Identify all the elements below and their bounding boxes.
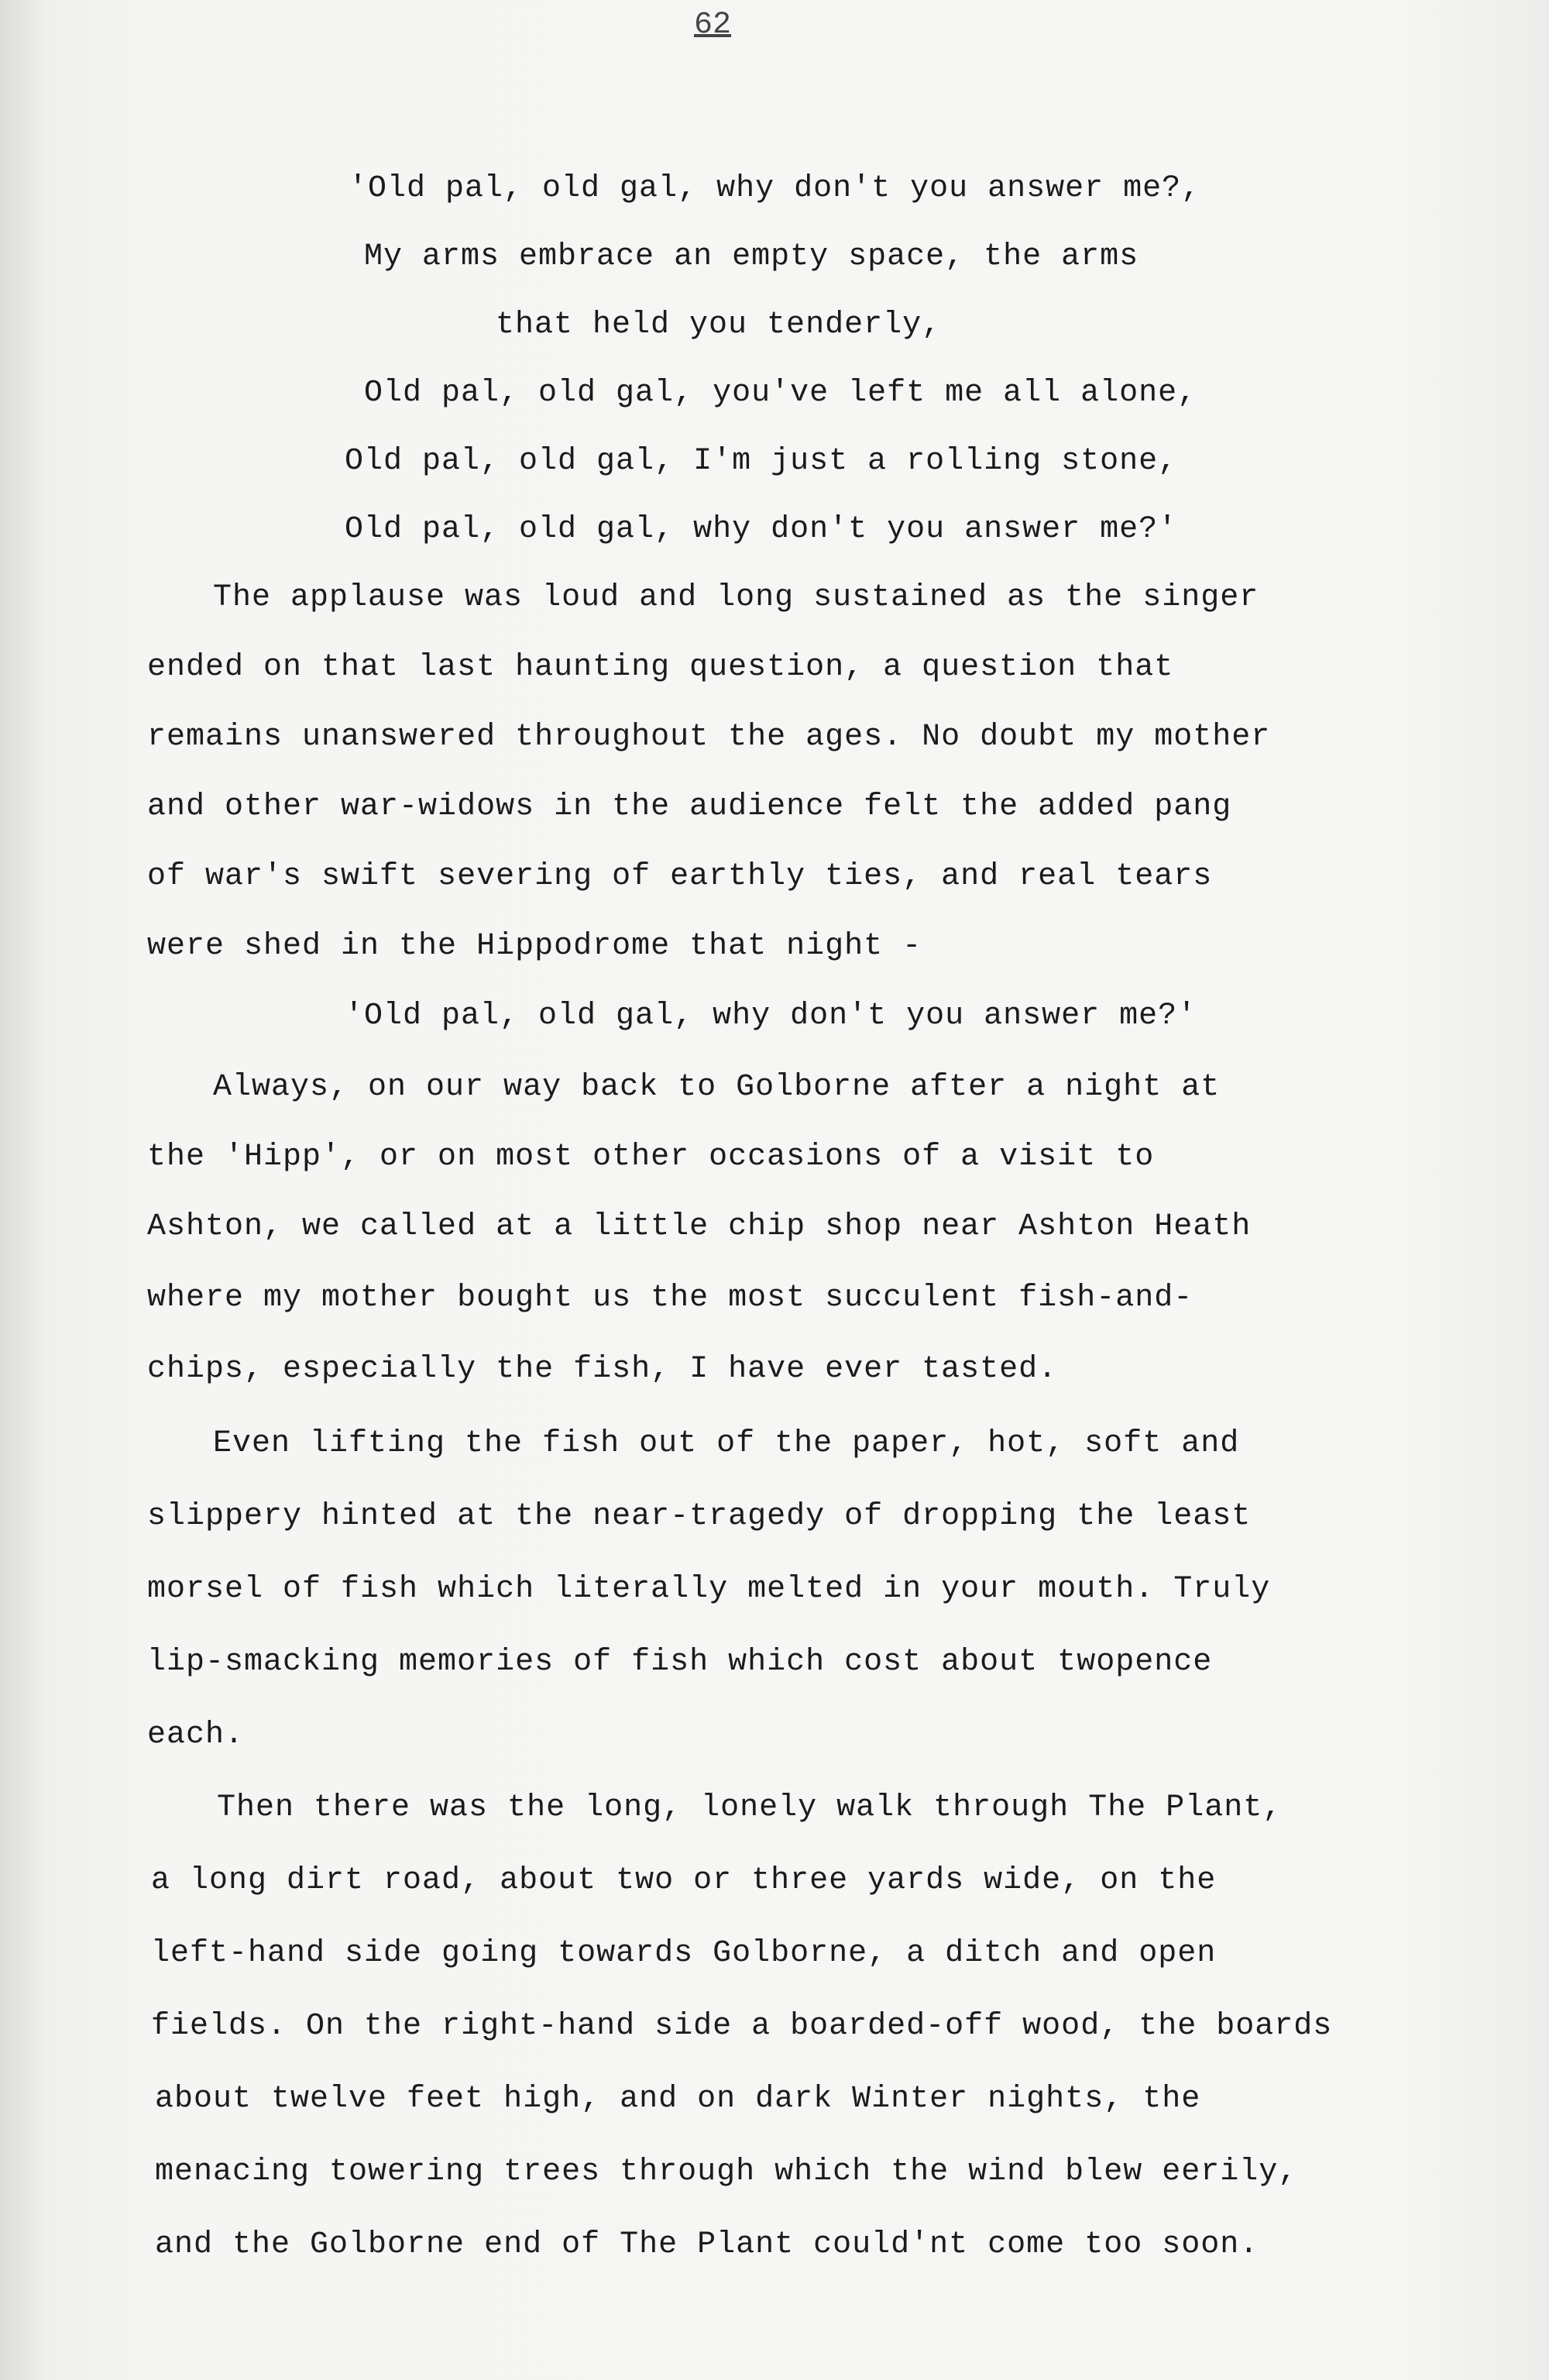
paragraph-line: left-hand side going towards Golborne, a ditch and open — [151, 1936, 1217, 1971]
paragraph-line: slippery hinted at the near-tragedy of dropping the least — [147, 1499, 1252, 1534]
song-line: that held you tenderly, — [496, 308, 942, 342]
song-line: Old pal, old gal, why don't you answer me?' — [345, 512, 1178, 547]
paragraph-line: menacing towering trees through which the wind blew eerily, — [155, 2155, 1298, 2189]
song-line: My arms embrace an empty space, the arms — [364, 239, 1139, 274]
paragraph-line: Ashton, we called at a little chip shop near Ashton Heath — [147, 1209, 1252, 1244]
paragraph-line: where my mother bought us the most succulent fish-and- — [147, 1281, 1194, 1316]
song-line: 'Old pal, old gal, why don't you answer me?' — [345, 999, 1197, 1034]
paragraph-line: a long dirt road, about two or three yards wide, on the — [151, 1863, 1217, 1898]
paragraph-line: Then there was the long, lonely walk through The Plant, — [217, 1790, 1283, 1825]
paragraph-line: about twelve feet high, and on dark Winter nights, the — [155, 2082, 1201, 2117]
page-number: 62 — [693, 8, 731, 43]
song-line: Old pal, old gal, I'm just a rolling stone, — [345, 444, 1178, 479]
song-line: Old pal, old gal, you've left me all alone, — [364, 376, 1197, 411]
paragraph-line: remains unanswered throughout the ages. No doubt my mother — [147, 720, 1271, 755]
paragraph-line: Always, on our way back to Golborne after a night at — [213, 1070, 1221, 1105]
paragraph-line: Even lifting the fish out of the paper, hot, soft and — [213, 1426, 1240, 1461]
song-line: 'Old pal, old gal, why don't you answer me?, — [349, 171, 1201, 206]
paragraph-line: The applause was loud and long sustained as the singer — [213, 580, 1259, 615]
paragraph-line: ended on that last haunting question, a question that — [147, 650, 1174, 685]
paragraph-line: lip-smacking memories of fish which cost about twopence — [147, 1645, 1213, 1680]
paragraph-line: and other war-widows in the audience felt the added pang — [147, 789, 1232, 824]
paragraph-line: of war's swift severing of earthly ties, and real tears — [147, 859, 1213, 894]
paragraph-line: each. — [147, 1718, 245, 1752]
paragraph-line: morsel of fish which literally melted in your mouth. Truly — [147, 1572, 1271, 1607]
paragraph-line: the 'Hipp', or on most other occasions of a visit to — [147, 1140, 1155, 1175]
paragraph-line: were shed in the Hippodrome that night - — [147, 929, 922, 964]
paragraph-line: chips, especially the fish, I have ever tasted. — [147, 1352, 1058, 1387]
paragraph-line: and the Golborne end of The Plant could'nt come too soon. — [155, 2227, 1259, 2262]
paragraph-line: fields. On the right-hand side a boarded-off wood, the boards — [151, 2009, 1333, 2044]
